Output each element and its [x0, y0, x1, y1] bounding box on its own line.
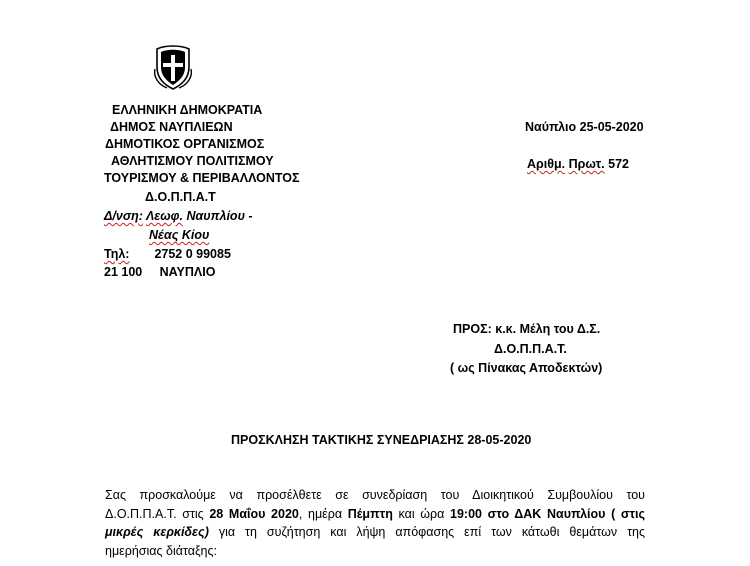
body-line-2-e: και ώρα — [392, 506, 451, 521]
body-line-1: Σας προσκαλούμε να προσέλθετε σε συνεδρίαση του Διοικητικού Συμβουλίου του — [105, 488, 645, 502]
issuer-address-line-2 — [149, 228, 209, 243]
invitation-body — [105, 486, 645, 560]
body-line-2-a: Δ.Ο.Π.Π.Α.Τ. στις — [105, 506, 210, 521]
protocol-label-2: Πρωτ. — [568, 157, 605, 171]
body-line-2 — [105, 505, 645, 524]
address-street: Λεωφ. — [145, 209, 183, 223]
issuer-phone — [104, 247, 231, 262]
meeting-day: Πέμπτη — [347, 506, 393, 521]
recipient-line-3: ( ως Πίνακας Αποδεκτών) — [450, 361, 603, 375]
issuer-line-4: ΑΘΛΗΤΙΣΜΟΥ ΠΟΛΙΤΙΣΜΟΥ — [111, 154, 274, 168]
phone-label: Τηλ: — [104, 247, 130, 261]
issuer-line-2: ΔΗΜΟΣ ΝΑΥΠΛΙΕΩΝ — [110, 120, 233, 134]
meeting-place-detail: μικρές κερκίδες) — [105, 525, 209, 539]
issuer-postal: 21 100 ΝΑΥΠΛΙΟ — [104, 265, 216, 279]
document-date: Ναύπλιο 25-05-2020 — [525, 120, 644, 134]
meeting-date: 28 Μαΐου 2020 — [209, 506, 299, 521]
phone-number: 2752 0 99085 — [154, 247, 231, 261]
protocol-value: 572 — [604, 157, 629, 171]
body-line-3 — [105, 523, 645, 542]
address-line-2: Νέας Κίου — [149, 228, 210, 242]
protocol-number — [527, 157, 629, 172]
address-rest: Ναυπλίου - — [182, 209, 253, 223]
recipient-line-1: ΠΡΟΣ: κ.κ. Μέλη του Δ.Σ. — [453, 322, 601, 336]
protocol-label-1: Αριθμ. — [527, 157, 566, 171]
recipient-line-2: Δ.Ο.Π.Π.Α.Τ. — [494, 342, 567, 356]
meeting-time-place: 19:00 στο ΔΑΚ Ναυπλίου ( στις — [450, 506, 645, 521]
invitation-title: ΠΡΟΣΚΛΗΣΗ ΤΑΚΤΙΚΗΣ ΣΥΝΕΔΡΙΑΣΗΣ 28-05-2020 — [231, 433, 532, 447]
greek-emblem-icon — [151, 43, 195, 91]
address-label: Δ/νση: — [104, 209, 143, 223]
issuer-line-5: ΤΟΥΡΙΣΜΟΥ & ΠΕΡΙΒΑΛΛΟΝΤΟΣ — [104, 171, 300, 185]
issuer-line-6: Δ.Ο.Π.Π.Α.Τ — [145, 190, 216, 204]
issuer-line-1: ΕΛΛΗΝΙΚΗ ΔΗΜΟΚΡΑΤΙΑ — [112, 103, 263, 117]
issuer-address — [104, 209, 253, 224]
body-line-2-c: , ημέρα — [298, 506, 348, 521]
body-line-3-b: για τη συζήτηση και λήψη απόφασης επί των κάτωθι θεμάτων της — [208, 525, 645, 539]
issuer-line-3: ΔΗΜΟΤΙΚΟΣ ΟΡΓΑΝΙΣΜΟΣ — [105, 137, 265, 151]
body-line-4: ημερήσιας διάταξης: — [105, 543, 217, 558]
